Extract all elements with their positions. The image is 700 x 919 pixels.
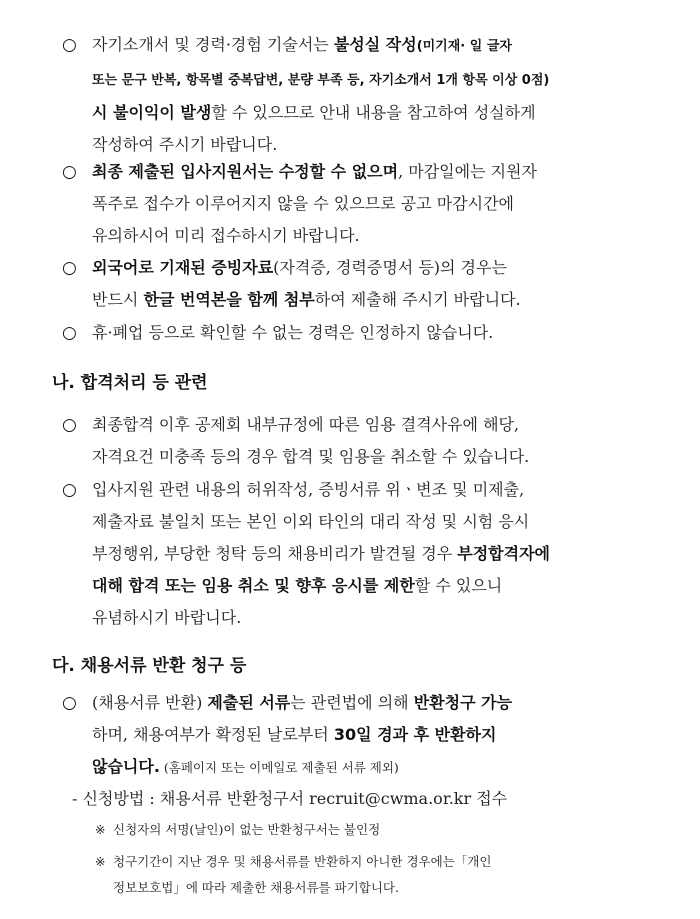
text: (채용서류 반환)	[92, 693, 208, 712]
bold-text: 않습니다.	[92, 757, 160, 776]
bold-text: 제출된 서류	[207, 693, 291, 712]
text: 휴·폐업 등으로 확인할 수 없는 경력은 인정하지 않습니다.	[92, 323, 494, 342]
note-2	[95, 849, 660, 901]
na-item-1	[92, 409, 660, 473]
bullet-icon: ○	[62, 323, 77, 343]
ga-item-3	[92, 252, 660, 316]
ga-item-2	[92, 156, 660, 252]
text: 입사지원 관련 내용의 허위작성, 증빙서류 위ㆍ변조 및 미제출,	[92, 480, 525, 499]
text: 할 수 있으니	[414, 576, 503, 595]
text: 정보보호법」에 따라 제출한 채용서류를 파기합니다.	[113, 880, 399, 895]
bold-text: 최종 제출된 입사지원서는 수정할 수 없으며	[92, 162, 399, 181]
bold-text: 반환청구 가능	[413, 693, 513, 712]
bold-text: (미기재· 일 글자	[416, 39, 512, 54]
text: 는 관련법에 의해	[290, 693, 414, 712]
bold-text: 30일 경과 후 반환하지	[333, 725, 497, 744]
reference-mark-icon: ※	[95, 822, 106, 837]
text: 자기소개서 및 경력·경험 기술서는	[92, 35, 334, 54]
text: 자격요건 미충족 등의 경우 합격 및 임용을 취소할 수 있습니다.	[92, 447, 530, 466]
text: , 마감일에는 지원자	[398, 162, 537, 181]
text: 유의하시어 미리 접수하시기 바랍니다.	[92, 226, 360, 245]
section-heading-na: 나. 합격처리 등 관련	[52, 373, 208, 393]
bullet-icon: ○	[62, 35, 77, 55]
text: (홈페이지 또는 이메일로 제출된 서류 제외)	[159, 760, 399, 775]
bullet-icon: ○	[62, 162, 77, 182]
text: 부정행위, 부당한 청탁 등의 채용비리가 발견될 경우	[92, 544, 458, 563]
bold-text: 부정합격자에	[457, 544, 551, 563]
ga-item-4	[92, 317, 660, 349]
bullet-icon: ○	[62, 693, 77, 713]
text: 유념하시기 바랍니다.	[92, 608, 242, 627]
text: 하며, 채용여부가 확정된 날로부터	[92, 725, 334, 744]
text: 신청자의 서명(날인)이 없는 반환청구서는 불인정	[113, 822, 381, 837]
bold-text: 또는 문구 반복, 항목별 중복답변, 분량 부족 등, 자기소개서 1개 항목 이상 0점)	[92, 73, 550, 88]
na-item-2	[92, 474, 660, 634]
text: (자격증, 경력증명서 등)의 경우는	[273, 258, 507, 277]
bold-text: 대해 합격 또는 임용 취소 및 향후 응시를 제한	[92, 576, 415, 595]
bold-text: 한글 번역본을 함께 첨부	[143, 290, 315, 309]
bullet-icon: ○	[62, 480, 77, 500]
bullet-icon: ○	[62, 415, 77, 435]
section-heading-da: 다. 채용서류 반환 청구 등	[52, 656, 247, 676]
bold-text: 시 불이익이 발생	[92, 103, 212, 122]
note-1	[95, 817, 660, 843]
da-item-1	[92, 687, 660, 784]
text: 반드시	[92, 290, 144, 309]
text: 제출자료 불일치 또는 본인 이외 타인의 대리 작성 및 시험 응시	[92, 512, 530, 531]
text: 하여 제출해 주시기 바랍니다.	[314, 290, 521, 309]
text: 청구기간이 지난 경우 및 채용서류를 반환하지 아니한 경우에는「개인	[113, 854, 492, 869]
reference-mark-icon: ※	[95, 854, 106, 869]
ga-item-1	[92, 29, 660, 161]
bold-text: 불성실 작성	[333, 35, 417, 54]
request-method: - 신청방법 : 채용서류 반환청구서 recruit@cwma.or.kr 접수	[72, 789, 508, 808]
bullet-icon: ○	[62, 258, 77, 278]
text: 할 수 있으므로 안내 내용을 참고하여 성실하게	[211, 103, 536, 122]
text: 최종합격 이후 공제회 내부규정에 따른 임용 결격사유에 해당,	[92, 415, 520, 434]
text: 폭주로 접수가 이루어지지 않을 수 있으므로 공고 마감시간에	[92, 194, 515, 213]
bold-text: 외국어로 기재된 증빙자료	[92, 258, 274, 277]
text: 작성하여 주시기 바랍니다.	[92, 135, 278, 154]
